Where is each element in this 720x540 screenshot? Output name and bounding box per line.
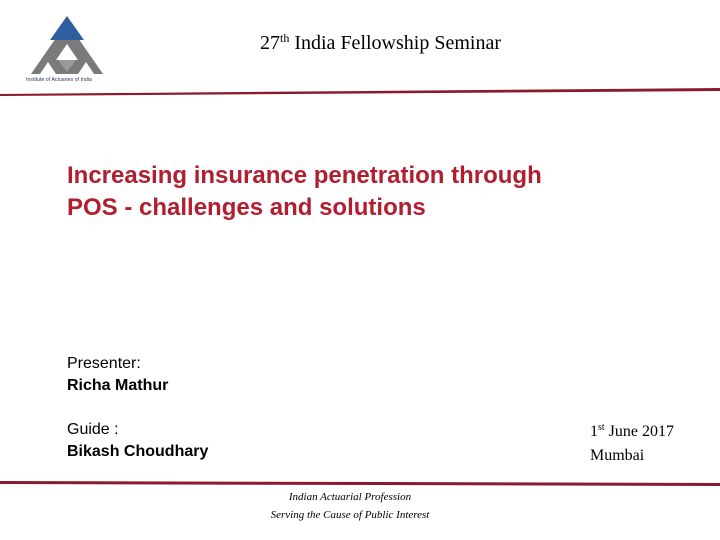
footer-line-1: Indian Actuarial Profession <box>288 491 412 503</box>
logo-blue-triangle <box>50 16 84 40</box>
date-day: 1 <box>590 423 598 440</box>
date-rest: June 2017 <box>604 423 674 440</box>
title-line-1: Increasing insurance penetration through <box>67 162 542 189</box>
logo-caption: Institute of Actuaries of India <box>26 77 92 83</box>
presenter-block <box>67 353 168 397</box>
event-info <box>590 420 674 468</box>
presentation-title <box>67 160 667 224</box>
seminar-name: India Fellowship Seminar <box>294 32 501 54</box>
presenter-label: Presenter: <box>67 355 141 372</box>
top-divider <box>0 88 720 96</box>
date-suffix: st <box>598 422 605 433</box>
institute-logo <box>26 14 108 86</box>
event-location: Mumbai <box>590 447 645 464</box>
guide-label: Guide : <box>67 421 119 438</box>
bottom-divider <box>0 478 720 486</box>
guide-block <box>67 419 208 463</box>
presenter-name: Richa Mathur <box>67 377 169 394</box>
title-line-2: POS - challenges and solutions <box>67 194 426 221</box>
guide-name: Bikash Choudhary <box>67 443 209 460</box>
seminar-title <box>260 32 501 55</box>
seminar-suffix: th <box>280 31 290 45</box>
footer-line-2: Serving the Cause of Public Interest <box>270 509 430 521</box>
footer <box>230 488 470 524</box>
event-date <box>590 420 674 444</box>
seminar-number: 27 <box>260 32 280 54</box>
